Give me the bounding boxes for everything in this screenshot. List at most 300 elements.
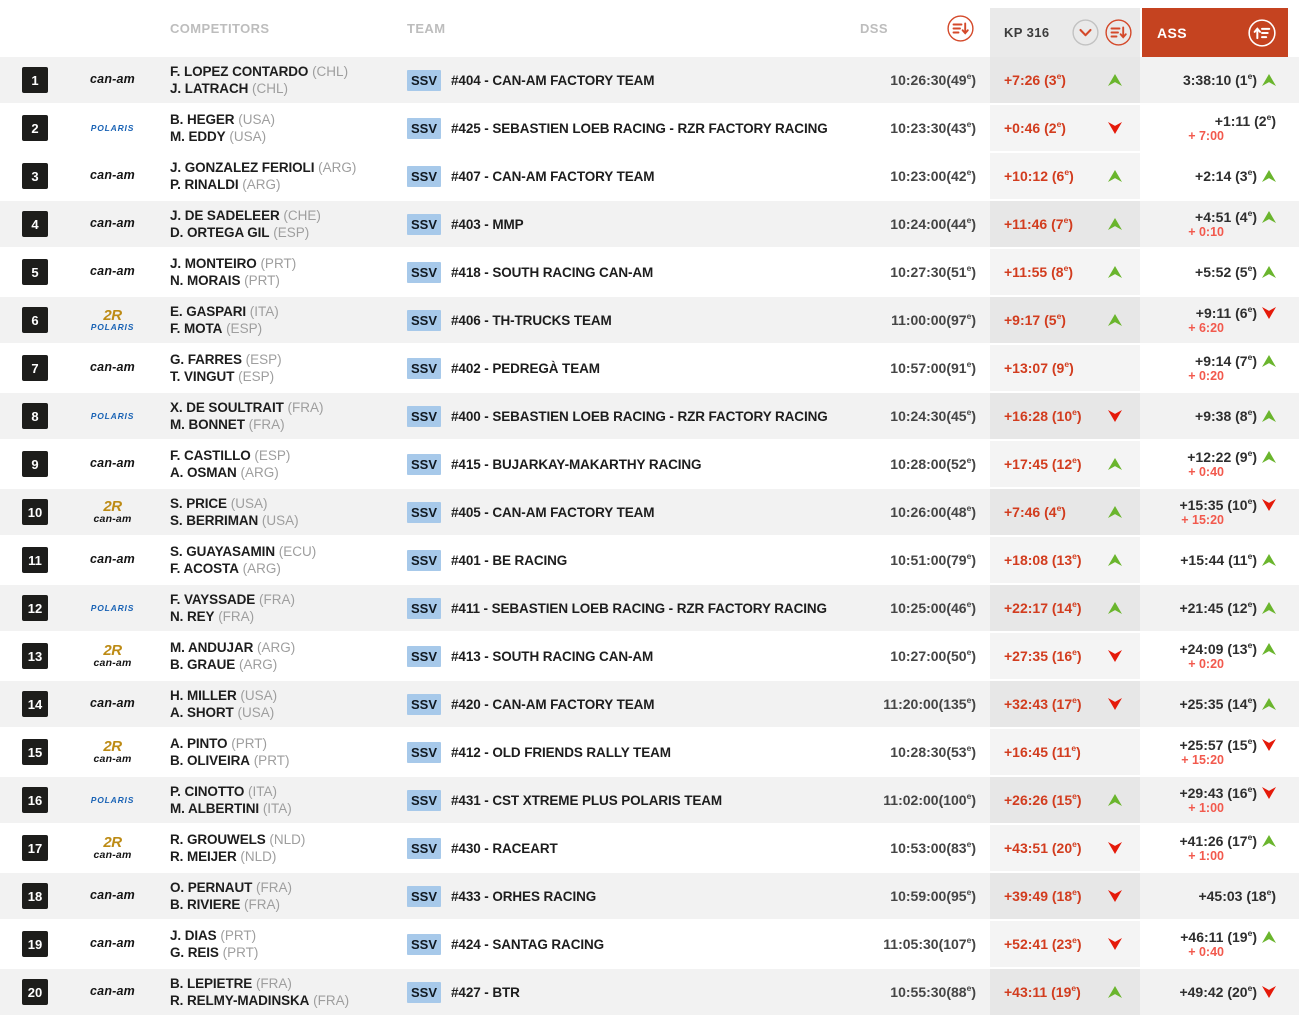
ass-gap — [1195, 353, 1257, 369]
driver-line — [170, 543, 316, 560]
team-name: #402 - PEDREGÀ TEAM — [451, 360, 600, 376]
vehicle-class-badge: SSV — [407, 982, 441, 1003]
kp-time: +52:41 — [1004, 936, 1048, 952]
codriver-country: (USA) — [237, 705, 275, 720]
dss-rank: ( 100e ) — [939, 792, 976, 808]
dss-time: 11:00:00 — [891, 312, 947, 328]
driver-country: (ITA) — [248, 784, 278, 799]
brand-cell — [60, 537, 165, 583]
penalty-time: + 1:00 — [1188, 849, 1224, 863]
codriver-country: (USA) — [261, 513, 299, 528]
kp-rank: ( 20e ) — [1048, 840, 1082, 856]
ass-time: +25:35 — [1179, 696, 1224, 712]
team-cell — [405, 681, 835, 727]
kp-time: +18:08 — [1004, 552, 1048, 568]
codriver-name: F. ACOSTA — [170, 561, 239, 576]
codriver-country: (ARG) — [242, 177, 281, 192]
dss-rank: ( 44e ) — [946, 216, 976, 232]
dss-cell — [835, 393, 990, 439]
canam-logo: can-am — [93, 753, 132, 766]
kp-trend-icon — [1108, 266, 1122, 278]
kp-trend-icon — [1108, 794, 1122, 806]
codriver-line — [170, 992, 349, 1009]
rank-cell — [0, 153, 60, 199]
driver-line — [170, 591, 295, 608]
dss-rank: ( 43e ) — [946, 120, 976, 136]
codriver-line — [170, 80, 288, 97]
kp-cell — [990, 921, 1140, 967]
dss-cell — [835, 585, 990, 631]
kp-cell — [990, 297, 1140, 343]
kp-cell — [990, 729, 1140, 775]
driver-line — [170, 111, 275, 128]
kp-rank: ( 2e ) — [1040, 120, 1066, 136]
team-name: #413 - SOUTH RACING CAN-AM — [451, 648, 654, 664]
codriver-line — [170, 368, 274, 385]
kp-trend-icon — [1108, 986, 1122, 998]
dss-time: 10:26:00 — [890, 504, 947, 520]
codriver-line — [170, 848, 276, 865]
brand-column-header — [60, 0, 165, 57]
standings-row — [0, 825, 1299, 873]
dss-time: 10:51:00 — [890, 552, 947, 568]
team-label: TEAM — [407, 21, 446, 36]
competitors-cell — [165, 585, 405, 631]
kp-cell — [990, 441, 1140, 487]
rank-badge: 1 — [22, 67, 48, 93]
ass-time: +41:26 — [1179, 833, 1224, 849]
rank-cell — [0, 729, 60, 775]
driver-name: H. MILLER — [170, 688, 237, 703]
standings-row — [0, 729, 1299, 777]
ass-sort-asc-icon[interactable] — [1248, 19, 1276, 47]
driver-name: A. PINTO — [170, 736, 228, 751]
kp-trend-icon — [1108, 698, 1122, 710]
ass-trend-icon — [1262, 787, 1276, 799]
dss-time: 10:25:00 — [890, 600, 947, 616]
ass-trend-icon — [1262, 698, 1276, 710]
team-cell — [405, 57, 835, 103]
ass-trend-icon — [1262, 307, 1276, 319]
driver-line — [170, 639, 295, 656]
rank-badge: 18 — [22, 883, 48, 909]
canam-logo: can-am — [93, 657, 132, 670]
kp-gap — [1004, 408, 1108, 424]
kp-rank: ( 15e ) — [1048, 792, 1082, 808]
ass-line — [1179, 833, 1276, 849]
ass-trend-icon — [1262, 835, 1276, 847]
vehicle-class-badge: SSV — [407, 790, 441, 811]
kp-gap — [1004, 792, 1108, 808]
ass-column-header — [1142, 8, 1288, 57]
standings-row — [0, 777, 1299, 825]
dss-cell — [835, 201, 990, 247]
kp-cell — [990, 585, 1140, 631]
driver-name: J. DIAS — [170, 928, 217, 943]
ass-line — [1187, 449, 1276, 465]
driver-country: (ITA) — [249, 304, 279, 319]
ass-cell — [1140, 489, 1288, 535]
team-name: #406 - TH-TRUCKS TEAM — [451, 312, 612, 328]
ass-rank: ( 8e ) — [1231, 408, 1257, 424]
canam-logo: can-am — [90, 888, 135, 903]
kp-time: +43:51 — [1004, 840, 1048, 856]
dss-time: 10:28:00 — [890, 456, 947, 472]
penalty-time: + 6:20 — [1188, 321, 1224, 335]
dss-cell — [835, 297, 990, 343]
ass-gap — [1180, 552, 1257, 568]
driver-line — [170, 975, 292, 992]
team-cell — [405, 969, 835, 1015]
vehicle-class-badge: SSV — [407, 742, 441, 763]
ass-trend-icon — [1262, 499, 1276, 511]
rank-cell — [0, 633, 60, 679]
ass-time: +1:11 — [1214, 113, 1251, 129]
dss-rank: ( 48e ) — [946, 504, 976, 520]
vehicle-class-badge: SSV — [407, 262, 441, 283]
codriver-country: (FRA) — [248, 417, 285, 432]
vehicle-class-badge: SSV — [407, 886, 441, 907]
dss-cell — [835, 633, 990, 679]
rank-badge: 19 — [22, 931, 48, 957]
kp-trend-icon — [1108, 938, 1122, 950]
brand-cell — [60, 873, 165, 919]
dss-cell — [835, 537, 990, 583]
standings-row — [0, 297, 1299, 345]
kp-gap — [1004, 168, 1108, 184]
codriver-line — [170, 704, 274, 721]
codriver-name: B. OLIVEIRA — [170, 753, 250, 768]
team-cell — [405, 201, 835, 247]
team-name: #415 - BUJARKAY-MAKARTHY RACING — [451, 456, 702, 472]
kp-time: +17:45 — [1004, 456, 1048, 472]
kp-gap — [1004, 936, 1108, 952]
polaris-logo: POLARIS — [90, 602, 135, 613]
kp-sort-desc-icon[interactable] — [1105, 19, 1132, 46]
rank-badge: 15 — [22, 739, 48, 765]
rank-badge: 17 — [22, 835, 48, 861]
codriver-line — [170, 800, 292, 817]
kp-cell — [990, 153, 1140, 199]
kp-gap — [1004, 504, 1108, 520]
ass-time: +4:51 — [1195, 209, 1232, 225]
team-cell — [405, 489, 835, 535]
team-cell — [405, 249, 835, 295]
kp-rank: ( 7e ) — [1047, 216, 1073, 232]
driver-country: (USA) — [238, 112, 275, 127]
rank-cell — [0, 105, 60, 151]
rank-badge: 6 — [22, 307, 48, 333]
dss-time: 10:23:00 — [890, 168, 947, 184]
ass-time: +15:44 — [1180, 552, 1225, 568]
team-cell — [405, 777, 835, 823]
rank-cell — [0, 537, 60, 583]
driver-line — [170, 447, 290, 464]
dss-cell — [835, 57, 990, 103]
kp-trend-icon — [1108, 122, 1122, 134]
vehicle-class-badge: SSV — [407, 166, 441, 187]
kp-cell — [990, 537, 1140, 583]
kp-time: +39:49 — [1004, 888, 1048, 904]
codriver-line — [170, 560, 281, 577]
driver-name: F. CASTILLO — [170, 448, 251, 463]
kp-cell — [990, 825, 1140, 871]
codriver-country: (PRT) — [253, 753, 290, 768]
2r-logo: 2R — [103, 641, 122, 659]
team-name: #420 - CAN-AM FACTORY TEAM — [451, 696, 655, 712]
rank-badge: 10 — [22, 499, 48, 525]
ass-time: +2:14 — [1195, 168, 1232, 184]
codriver-name: R. RELMY-MADINSKA — [170, 993, 310, 1008]
vehicle-class-badge: SSV — [407, 406, 441, 427]
ass-gap — [1179, 785, 1257, 801]
canam-logo: can-am — [93, 849, 132, 862]
kp-rank: ( 18e ) — [1048, 888, 1082, 904]
kp-cell — [990, 249, 1140, 295]
ass-gap — [1215, 113, 1276, 129]
ass-time: +5:52 — [1195, 264, 1232, 280]
ass-line — [1179, 497, 1276, 513]
vehicle-class-badge: SSV — [407, 598, 441, 619]
brand-cell — [60, 681, 165, 727]
driver-line — [170, 303, 279, 320]
dss-time: 10:28:30 — [890, 744, 947, 760]
codriver-country: (PRT) — [222, 945, 259, 960]
ass-rank: ( 20e ) — [1223, 984, 1257, 1000]
kp-cell — [990, 873, 1140, 919]
dss-time: 10:55:30 — [890, 984, 947, 1000]
codriver-name: T. VINGUT — [170, 369, 235, 384]
dss-time: 10:24:30 — [890, 408, 947, 424]
kp-time: +16:28 — [1004, 408, 1048, 424]
dss-time: 10:23:30 — [890, 120, 947, 136]
kp-cell — [990, 57, 1140, 103]
codriver-line — [170, 752, 289, 769]
driver-line — [170, 879, 292, 896]
canam-logo: can-am — [90, 360, 135, 375]
ass-time: 3:38:10 — [1182, 72, 1232, 88]
kp-trend-icon — [1108, 218, 1122, 230]
team-name: #430 - RACEART — [451, 840, 558, 856]
competitors-column-header — [165, 0, 405, 57]
rank-cell — [0, 969, 60, 1015]
ass-rank: ( 14e ) — [1223, 696, 1257, 712]
ass-rank: ( 3e ) — [1231, 168, 1257, 184]
ass-line — [1195, 353, 1276, 369]
vehicle-class-badge: SSV — [407, 358, 441, 379]
rank-cell — [0, 825, 60, 871]
ass-line — [1195, 168, 1276, 184]
driver-line — [170, 159, 356, 176]
dss-time: 10:27:00 — [890, 648, 947, 664]
driver-name: F. LOPEZ CONTARDO — [170, 64, 309, 79]
ass-trend-icon — [1262, 410, 1276, 422]
kp-collapse-chevron-icon[interactable] — [1072, 19, 1099, 46]
ass-trend-icon — [1262, 451, 1276, 463]
2r-logo: 2R — [103, 497, 122, 515]
standings-row — [0, 633, 1299, 681]
ass-line — [1198, 888, 1276, 904]
rank-badge: 12 — [22, 595, 48, 621]
brand-cell — [60, 201, 165, 247]
team-name: #405 - CAN-AM FACTORY TEAM — [451, 504, 655, 520]
rank-badge: 11 — [22, 547, 48, 573]
driver-line — [170, 783, 277, 800]
kp-cell — [990, 633, 1140, 679]
codriver-line — [170, 416, 285, 433]
team-name: #412 - OLD FRIENDS RALLY TEAM — [451, 744, 671, 760]
dss-rank: ( 79e ) — [946, 552, 976, 568]
ass-time: +49:42 — [1179, 984, 1224, 1000]
kp-gap — [1004, 696, 1108, 712]
ass-trend-icon — [1262, 986, 1276, 998]
standings-row — [0, 153, 1299, 201]
driver-line — [170, 399, 324, 416]
dss-cell — [835, 969, 990, 1015]
kp-time: +16:45 — [1004, 744, 1048, 760]
dss-cell — [835, 153, 990, 199]
ass-cell — [1140, 537, 1288, 583]
dss-sort-desc-icon[interactable] — [947, 15, 974, 42]
ass-trend-icon — [1262, 266, 1276, 278]
vehicle-class-badge: SSV — [407, 454, 441, 475]
kp-time: +10:12 — [1004, 168, 1048, 184]
team-cell — [405, 153, 835, 199]
driver-line — [170, 735, 267, 752]
codriver-name: N. MORAIS — [170, 273, 241, 288]
codriver-name: B. RIVIERE — [170, 897, 241, 912]
standings-row — [0, 585, 1299, 633]
canam-logo: can-am — [90, 72, 135, 87]
standings-row — [0, 441, 1299, 489]
dss-rank: ( 50e ) — [946, 648, 976, 664]
competitors-cell — [165, 729, 405, 775]
driver-name: M. ANDUJAR — [170, 640, 254, 655]
codriver-country: (ARG) — [238, 657, 278, 672]
team-name: #403 - MMP — [451, 216, 524, 232]
dss-time: 10:26:30 — [890, 72, 947, 88]
ass-cell — [1140, 345, 1288, 391]
competitors-cell — [165, 489, 405, 535]
driver-name: X. DE SOULTRAIT — [170, 400, 284, 415]
driver-line — [170, 255, 296, 272]
penalty-time: + 0:10 — [1188, 225, 1224, 239]
ass-cell — [1140, 825, 1288, 871]
team-cell — [405, 105, 835, 151]
standings-row — [0, 537, 1299, 585]
kp-rank: ( 14e ) — [1048, 600, 1082, 616]
standings-rows — [0, 57, 1299, 1017]
ass-cell — [1140, 297, 1288, 343]
2r-logo: 2R — [103, 833, 122, 851]
ass-time: +15:35 — [1179, 497, 1224, 513]
ass-rank: ( 19e ) — [1223, 929, 1257, 945]
polaris-logo: POLARIS — [90, 322, 135, 333]
ass-trend-icon — [1262, 74, 1276, 86]
rank-cell — [0, 441, 60, 487]
codriver-line — [170, 176, 281, 193]
penalty-time: + 15:20 — [1181, 513, 1224, 527]
kp-cell — [990, 969, 1140, 1015]
kp-time: +32:43 — [1004, 696, 1048, 712]
ass-line — [1180, 929, 1276, 945]
kp-rank: ( 12e ) — [1048, 456, 1082, 472]
ass-cell — [1140, 969, 1288, 1015]
competitors-cell — [165, 825, 405, 871]
codriver-line — [170, 608, 254, 625]
dss-time: 11:02:00 — [883, 792, 939, 808]
codriver-line — [170, 656, 277, 673]
kp-gap — [1004, 840, 1108, 856]
ass-cell — [1140, 105, 1288, 151]
kp-rank: ( 23e ) — [1048, 936, 1082, 952]
canam-logo: can-am — [90, 216, 135, 231]
ass-rank: ( 9e ) — [1231, 449, 1257, 465]
competitors-cell — [165, 57, 405, 103]
codriver-line — [170, 944, 258, 961]
canam-logo: can-am — [93, 513, 132, 526]
competitors-cell — [165, 105, 405, 151]
brand-cell — [60, 441, 165, 487]
team-cell — [405, 345, 835, 391]
rank-cell — [0, 489, 60, 535]
kp-rank: ( 3e ) — [1040, 72, 1066, 88]
ass-cell — [1140, 681, 1288, 727]
rank-badge: 9 — [22, 451, 48, 477]
team-name: #404 - CAN-AM FACTORY TEAM — [451, 72, 655, 88]
rank-badge: 3 — [22, 163, 48, 189]
codriver-country: (ARG) — [242, 561, 281, 576]
ass-gap — [1180, 929, 1257, 945]
rank-column-header — [0, 0, 60, 57]
dss-rank: ( 83e ) — [946, 840, 976, 856]
rank-cell — [0, 57, 60, 103]
driver-country: (ESP) — [245, 352, 282, 367]
codriver-line — [170, 272, 280, 289]
ass-line — [1179, 785, 1276, 801]
ass-gap — [1183, 72, 1257, 88]
brand-cell — [60, 57, 165, 103]
ass-rank: ( 5e ) — [1231, 264, 1257, 280]
team-cell — [405, 921, 835, 967]
canam-logo: can-am — [90, 936, 135, 951]
kp-rank: ( 5e ) — [1040, 312, 1066, 328]
driver-name: F. VAYSSADE — [170, 592, 256, 607]
kp-cell — [990, 489, 1140, 535]
driver-country: (CHE) — [283, 208, 321, 223]
penalty-time: + 7:00 — [1188, 129, 1224, 143]
dss-rank: ( 51e ) — [946, 264, 976, 280]
rank-badge: 2 — [22, 115, 48, 141]
codriver-country: (USA) — [229, 129, 267, 144]
kp-gap — [1004, 264, 1108, 280]
ass-cell — [1140, 57, 1288, 103]
kp-time: +7:26 — [1004, 72, 1041, 88]
rank-badge: 14 — [22, 691, 48, 717]
ass-cell — [1140, 393, 1288, 439]
rank-cell — [0, 297, 60, 343]
vehicle-class-badge: SSV — [407, 310, 441, 331]
ass-rank: ( 13e ) — [1223, 641, 1257, 657]
competitors-label: COMPETITORS — [170, 21, 270, 36]
codriver-line — [170, 896, 280, 913]
ass-line — [1195, 408, 1276, 424]
kp-time: +7:46 — [1004, 504, 1041, 520]
competitors-cell — [165, 297, 405, 343]
kp-gap — [1004, 744, 1108, 760]
ass-line — [1179, 696, 1276, 712]
standings-row — [0, 969, 1299, 1017]
